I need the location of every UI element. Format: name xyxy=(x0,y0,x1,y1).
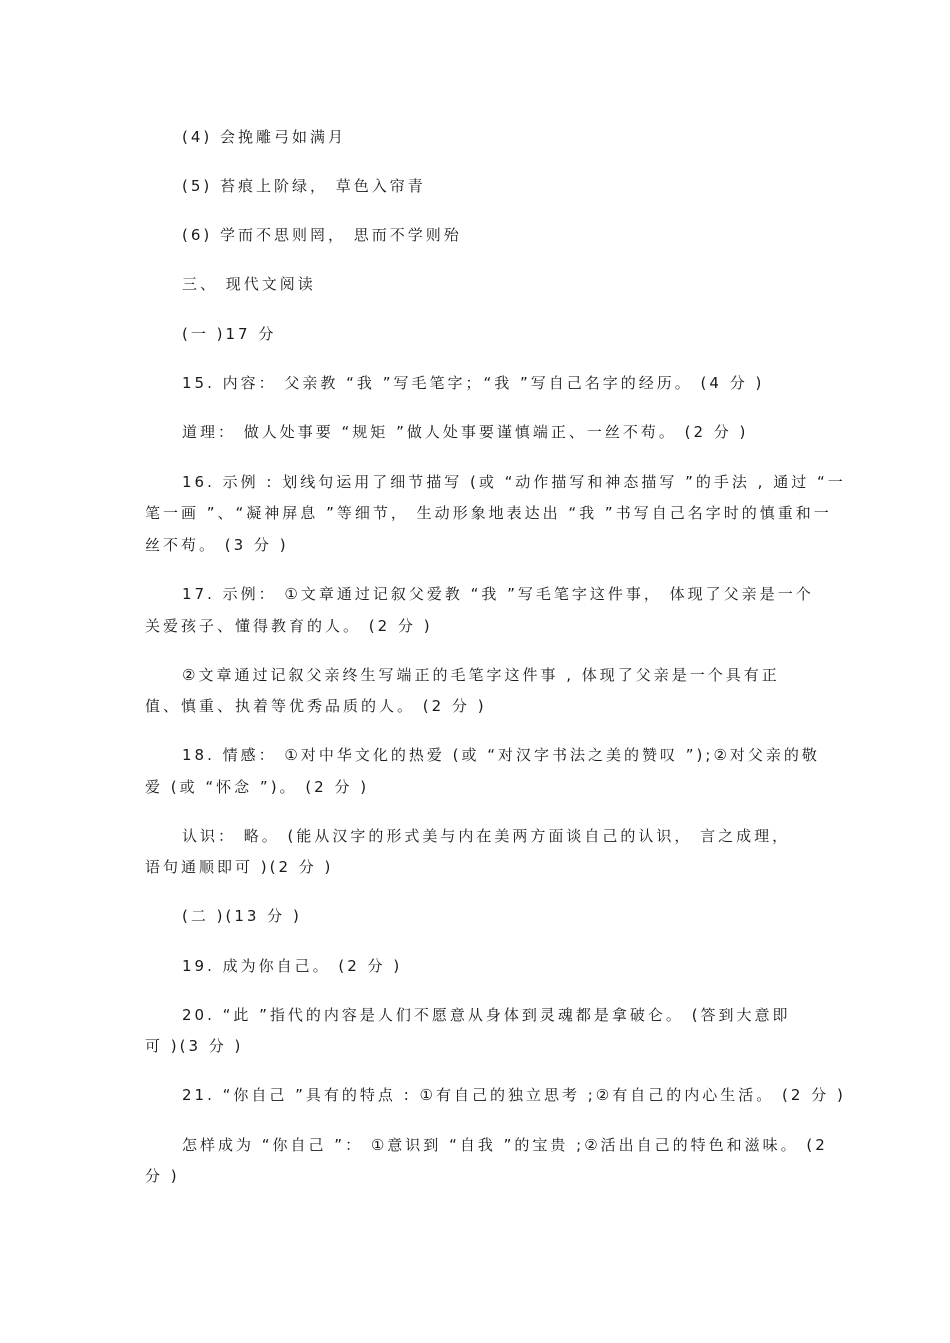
answer-line-5: (5) 苔痕上阶绿， 草色入帘青 xyxy=(182,177,426,195)
answer-17-line-4: 值、慎重、执着等优秀品质的人。 (2 分 ) xyxy=(145,697,487,715)
answer-line-4: (4) 会挽雕弓如满月 xyxy=(182,128,347,146)
answer-18-line-3: 认识： 略。 (能从汉字的形式美与内在美两方面谈自己的认识， 言之成理， xyxy=(182,827,791,845)
answer-17-line-3: ②文章通过记叙父亲终生写端正的毛笔字这件事 , 体现了父亲是一个具有正 xyxy=(182,666,780,684)
answer-21-line-3: 分 ) xyxy=(145,1167,180,1185)
answer-17-line-1: 17. 示例： ①文章通过记叙父爱教 “我 ”写毛笔字这件事， 体现了父亲是一个 xyxy=(182,585,814,603)
answer-20-line-1: 20. “此 ”指代的内容是人们不愿意从身体到灵魂都是拿破仑。 (答到大意即 xyxy=(182,1006,791,1024)
answer-17-line-2: 关爱孩子、懂得教育的人。 (2 分 ) xyxy=(145,617,433,635)
answer-15-reason: 道理： 做人处事要 “规矩 ”做人处事要谨慎端正、一丝不苟。 (2 分 ) xyxy=(182,423,749,441)
section-heading: 三、 现代文阅读 xyxy=(182,275,316,293)
answer-16-line-3: 丝不苟。 (3 分 ) xyxy=(145,536,289,554)
answer-18-line-4: 语句通顺即可 )(2 分 ) xyxy=(145,858,334,876)
answer-21-line-2: 怎样成为 “你自己 ”： ①意识到 “自我 ”的宝贵 ;②活出自己的特色和滋味。 (2 xyxy=(182,1136,828,1154)
answer-16-line-1: 16. 示例 : 划线句运用了细节描写 (或 “动作描写和神态描写 ”的手法 , 通过 “一 xyxy=(182,473,846,491)
answer-15-content: 15. 内容： 父亲教 “我 ”写毛笔字；“我 ”写自己名字的经历。 (4 分 ) xyxy=(182,374,765,392)
answer-20-line-2: 可 )(3 分 ) xyxy=(145,1037,244,1055)
answer-21-line-1: 21. “你自己 ”具有的特点 : ①有自己的独立思考 ;②有自己的内心生活。 (2 分 ) xyxy=(182,1086,846,1104)
answer-19: 19. 成为你自己。 (2 分 ) xyxy=(182,957,403,975)
answer-18-line-1: 18. 情感： ①对中华文化的热爱 (或 “对汉字书法之美的赞叹 ”);②对父亲的敬 xyxy=(182,746,820,764)
subsection-heading-2: (二 )(13 分 ) xyxy=(182,907,302,925)
answer-line-6: (6) 学而不思则罔， 思而不学则殆 xyxy=(182,226,462,244)
subsection-heading-1: (一 )17 分 xyxy=(182,325,277,343)
answer-16-line-2: 笔一画 ”、“凝神屏息 ”等细节， 生动形象地表达出 “我 ”书写自己名字时的慎重和一 xyxy=(145,504,832,522)
answer-18-line-2: 爱 (或 “怀念 ”)。 (2 分 ) xyxy=(145,778,370,796)
